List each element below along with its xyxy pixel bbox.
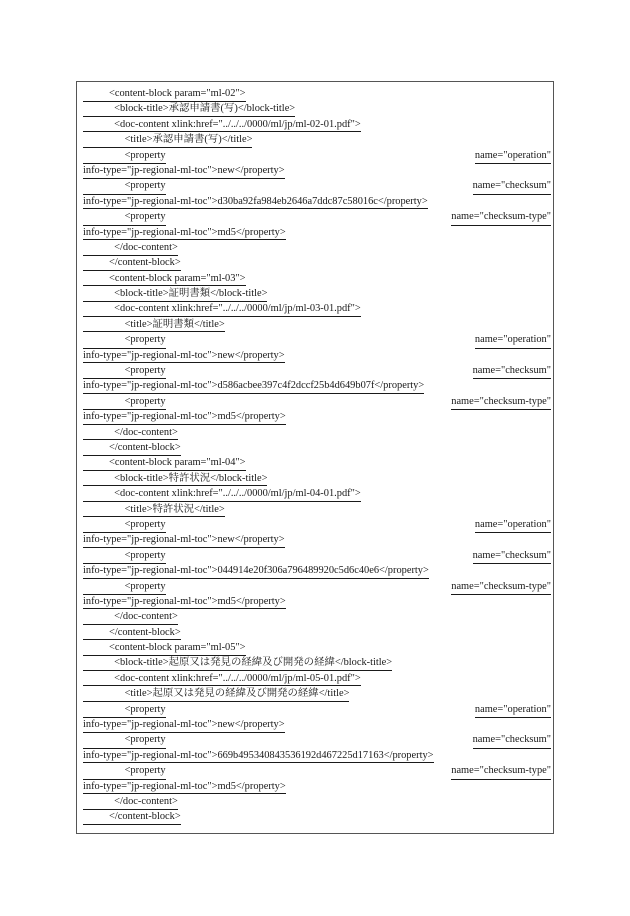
attribute-text: name="checksum" (473, 733, 551, 748)
code-text: <property (83, 364, 166, 379)
code-line (83, 749, 551, 764)
code-line (83, 226, 551, 241)
code-line (83, 102, 551, 117)
code-text: info-type="jp-regional-ml-toc">d586acbee397c4f2dccf25b4d649b07f</property> (83, 379, 424, 394)
code-text: info-type="jp-regional-ml-toc">new</property> (83, 349, 285, 364)
xml-listing (83, 87, 551, 826)
code-line (83, 518, 551, 533)
code-line (83, 441, 551, 456)
code-text: <property (83, 703, 166, 718)
code-text: <title>起原又は発見の経緯及び開発の経緯</title> (83, 687, 349, 702)
code-text: </doc-content> (83, 241, 178, 256)
code-line (83, 302, 551, 317)
code-line (83, 272, 551, 287)
code-line (83, 764, 551, 779)
code-text: </doc-content> (83, 610, 178, 625)
code-line (83, 533, 551, 548)
code-line (83, 149, 551, 164)
code-text: <block-title>特許状況</block-title> (83, 472, 267, 487)
code-line (83, 595, 551, 610)
code-text: <content-block param="ml-02"> (83, 87, 246, 102)
code-line (83, 195, 551, 210)
code-text: info-type="jp-regional-ml-toc">new</property> (83, 718, 285, 733)
code-text: <property (83, 733, 166, 748)
attribute-text: name="operation" (475, 333, 551, 348)
code-line (83, 256, 551, 271)
code-text: <doc-content xlink:href="../../../0000/ml/jp/ml-05-01.pdf"> (83, 672, 361, 687)
code-text: info-type="jp-regional-ml-toc">md5</property> (83, 410, 286, 425)
attribute-text: name="operation" (475, 703, 551, 718)
code-text: <content-block param="ml-04"> (83, 456, 246, 471)
attribute-text: name="checksum-type" (451, 395, 551, 410)
code-text: <property (83, 764, 166, 779)
code-line (83, 426, 551, 441)
code-text: </content-block> (83, 626, 181, 641)
code-text: <content-block param="ml-05"> (83, 641, 246, 656)
code-text: <block-title>承認申請書(写)</block-title> (83, 102, 295, 117)
code-text: <property (83, 518, 166, 533)
code-text: info-type="jp-regional-ml-toc">669b495340843536192d467225d17163</property> (83, 749, 434, 764)
attribute-text: name="checksum-type" (451, 580, 551, 595)
code-line (83, 410, 551, 425)
attribute-text: name="checksum" (473, 179, 551, 194)
code-text: info-type="jp-regional-ml-toc">md5</property> (83, 226, 286, 241)
code-line (83, 379, 551, 394)
code-line (83, 118, 551, 133)
code-line (83, 164, 551, 179)
code-text: info-type="jp-regional-ml-toc">new</property> (83, 533, 285, 548)
code-text: <property (83, 549, 166, 564)
code-line (83, 472, 551, 487)
code-text: <block-title>起原又は発見の経緯及び開発の経緯</block-title> (83, 656, 392, 671)
code-line (83, 87, 551, 102)
code-line (83, 241, 551, 256)
code-line (83, 656, 551, 671)
code-line (83, 456, 551, 471)
code-line (83, 733, 551, 748)
code-text: <content-block param="ml-03"> (83, 272, 246, 287)
code-line (83, 349, 551, 364)
code-line (83, 672, 551, 687)
code-line (83, 703, 551, 718)
code-line (83, 580, 551, 595)
code-line (83, 780, 551, 795)
code-text: <doc-content xlink:href="../../../0000/ml/jp/ml-03-01.pdf"> (83, 302, 361, 317)
code-text: info-type="jp-regional-ml-toc">d30ba92fa984eb2646a7ddc87c58016c</property> (83, 195, 428, 210)
code-text: </content-block> (83, 256, 181, 271)
code-text: <doc-content xlink:href="../../../0000/ml/jp/ml-02-01.pdf"> (83, 118, 361, 133)
document-frame (76, 81, 554, 834)
attribute-text: name="checksum-type" (451, 764, 551, 779)
code-line (83, 564, 551, 579)
code-text: <block-title>証明書類</block-title> (83, 287, 267, 302)
code-text: </doc-content> (83, 795, 178, 810)
code-line (83, 333, 551, 348)
code-text: info-type="jp-regional-ml-toc">044914e20f306a796489920c5d6c40e6</property> (83, 564, 429, 579)
code-text: info-type="jp-regional-ml-toc">new</property> (83, 164, 285, 179)
code-line (83, 641, 551, 656)
code-line (83, 718, 551, 733)
code-text: <property (83, 179, 166, 194)
code-line (83, 179, 551, 194)
code-line (83, 687, 551, 702)
code-text: <doc-content xlink:href="../../../0000/ml/jp/ml-04-01.pdf"> (83, 487, 361, 502)
attribute-text: name="operation" (475, 518, 551, 533)
code-text: </content-block> (83, 441, 181, 456)
code-line (83, 795, 551, 810)
code-line (83, 395, 551, 410)
code-line (83, 364, 551, 379)
code-text: <property (83, 333, 166, 348)
code-line (83, 487, 551, 502)
code-line (83, 626, 551, 641)
code-text: <property (83, 210, 166, 225)
code-text: info-type="jp-regional-ml-toc">md5</property> (83, 780, 286, 795)
code-text: <title>承認申請書(写)</title> (83, 133, 252, 148)
attribute-text: name="checksum" (473, 549, 551, 564)
code-text: <property (83, 149, 166, 164)
code-line (83, 210, 551, 225)
attribute-text: name="checksum" (473, 364, 551, 379)
code-text: </doc-content> (83, 426, 178, 441)
code-line (83, 503, 551, 518)
code-line (83, 318, 551, 333)
attribute-text: name="operation" (475, 149, 551, 164)
code-text: <title>特許状況</title> (83, 503, 225, 518)
code-line (83, 133, 551, 148)
code-text: </content-block> (83, 810, 181, 825)
code-text: <property (83, 395, 166, 410)
attribute-text: name="checksum-type" (451, 210, 551, 225)
code-line (83, 287, 551, 302)
code-text: <property (83, 580, 166, 595)
code-text: info-type="jp-regional-ml-toc">md5</property> (83, 595, 286, 610)
code-line (83, 610, 551, 625)
code-line (83, 810, 551, 825)
code-line (83, 549, 551, 564)
code-text: <title>証明書類</title> (83, 318, 225, 333)
